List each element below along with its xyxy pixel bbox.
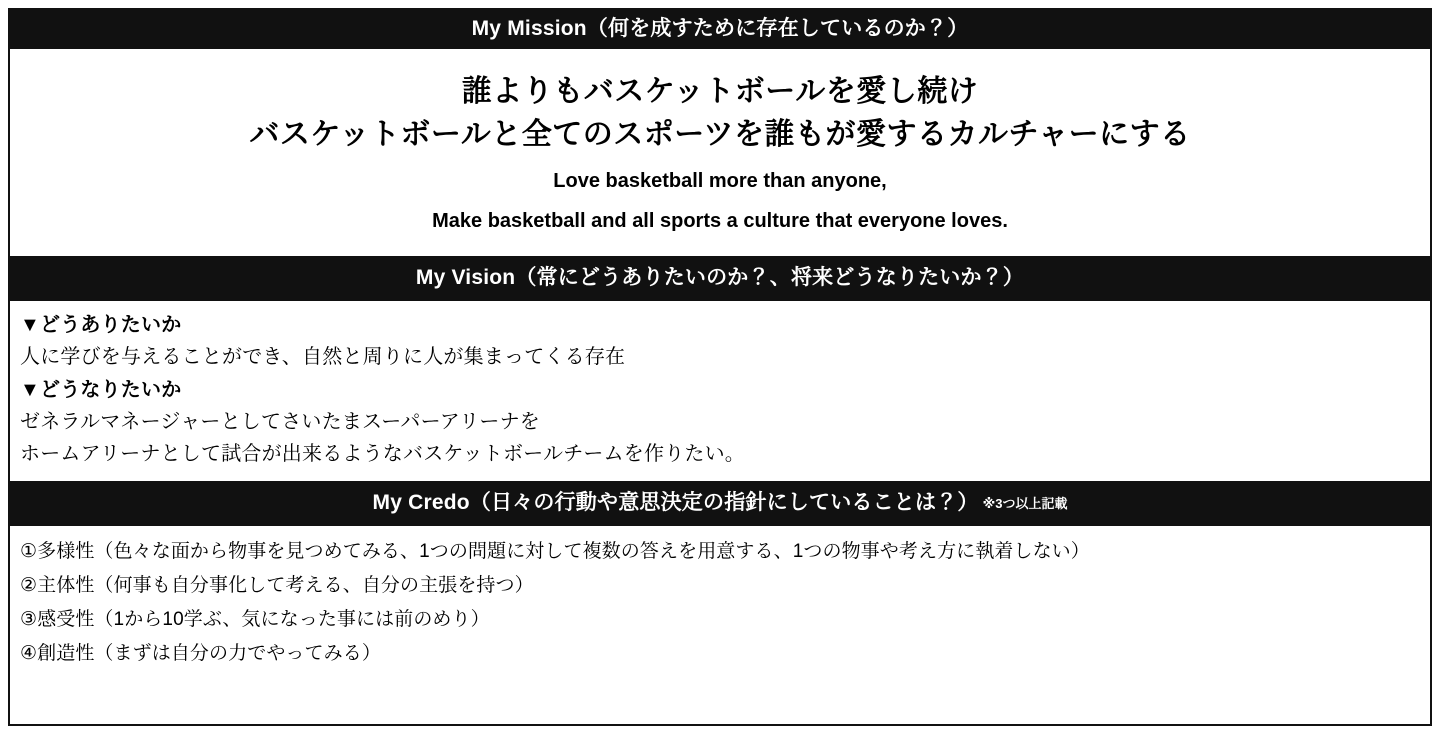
mission-statement-jp-line2: バスケットボールと全てのスポーツを誰もが愛するカルチャーにする (249, 117, 1191, 151)
vision-heading-how-to-be: ▼どうありたいか (20, 313, 182, 336)
credo-body (10, 523, 1430, 724)
credo-header (10, 484, 1430, 523)
mission-header: My Mission（何を成すために存在しているのか？） (10, 10, 1430, 49)
credo-header-label: My Credo（日々の行動や意思決定の指針にしていることは？） (372, 490, 979, 514)
vision-heading-what-to-become: ▼どうなりたいか (20, 378, 182, 401)
vision-text-what-to-become-line1: ゼネラルマネージャーとしてさいたまスーパーアリーナを (20, 411, 540, 434)
mission-statement-en-line1: Love basketball more than anyone, (553, 170, 887, 193)
vision-text-how-to-be: 人に学びを与えることができ、自然と周りに人が集まってくる存在 (20, 346, 626, 369)
mission-body (10, 49, 1430, 258)
mission-statement-jp-line1: 誰よりもバスケットボールを愛し続け (461, 75, 979, 109)
list-item: ④創造性（まずは自分の力でやってみる） (20, 642, 381, 664)
list-item: ③感受性（1から10学ぶ、気になった事には前のめり） (20, 608, 490, 630)
vision-header: My Vision（常にどうありたいのか？、将来どうなりたいか？） (10, 259, 1430, 298)
vision-text-what-to-become-line2: ホームアリーナとして試合が出来るようなバスケットボールチームを作りたい。 (20, 443, 745, 466)
vision-body (10, 298, 1430, 484)
list-item: ①多様性（色々な面から物事を見つめてみる、1つの問題に対して複数の答えを用意する、1つの物事や考え方に執着しない） (20, 541, 1090, 563)
credo-header-note: ※3つ以上記載 (982, 495, 1068, 511)
list-item: ②主体性（何事も自分事化して考える、自分の主張を持つ） (20, 574, 534, 596)
worksheet (8, 8, 1432, 726)
mission-statement-en-line2: Make basketball and all sports a culture that everyone loves. (432, 210, 1008, 233)
